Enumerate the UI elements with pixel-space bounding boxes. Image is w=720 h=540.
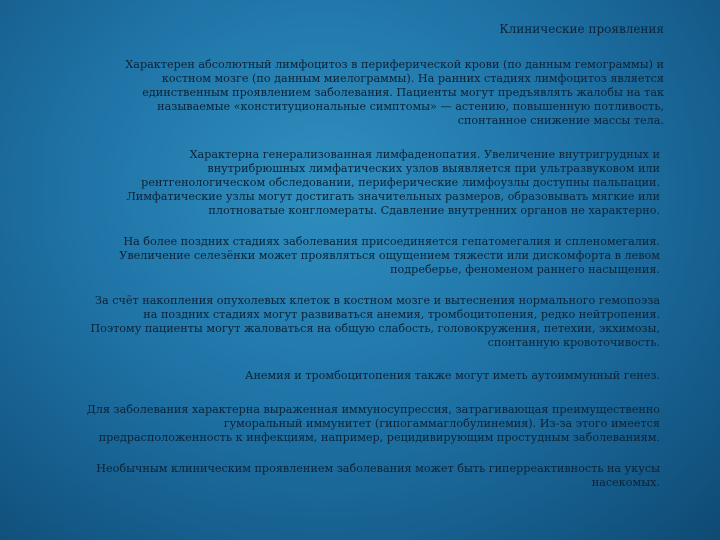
text-line: спонтанное снижение массы тела. (457, 114, 664, 127)
paragraph-immunosuppression (36, 403, 660, 445)
text-line: На более поздних стадиях заболевания присоединяется гепатомегалия и спленомегалия. (123, 235, 660, 248)
text-line: Поэтому пациенты могут жаловаться на общую слабость, головокружения, петехии, экхимозы, (90, 322, 660, 335)
slide-title: Клинические проявления (499, 22, 664, 36)
text-line: Анемия и тромбоцитопения также могут иметь аутоиммунный генез. (244, 369, 660, 382)
paragraph-cytopenias (36, 294, 660, 350)
paragraph-insect-bites (36, 462, 660, 490)
paragraph-autoimmune (60, 369, 660, 383)
paragraph-lymphocytosis (60, 58, 664, 128)
paragraph-lymphadenopathy (60, 148, 660, 218)
text-line: спонтанную кровоточивость. (487, 336, 660, 349)
text-line: на поздних стадиях могут развиваться анемия, тромбоцитопения, редко нейтропения. (143, 308, 660, 321)
text-line: внутрибрюшных лимфатических узлов выявляется при ультразвуковом или (207, 162, 660, 175)
text-line: костном мозге (по данным миелограммы). На ранних стадиях лимфоцитоз является (161, 72, 664, 85)
text-line: предрасположенность к инфекциям, например, рецидивирующим простудным заболеваниям. (98, 431, 660, 444)
text-line: насекомых. (591, 476, 660, 489)
text-line: гуморальный иммунитет (гипогаммаглобулинемия). Из-за этого имеется (223, 417, 660, 430)
text-line: Для заболевания характерна выраженная иммуносупрессия, затрагивающая преимущественно (86, 403, 660, 416)
text-line: подреберье, феноменом раннего насыщения. (390, 263, 660, 276)
text-line: Необычным клиническим проявлением заболевания может быть гиперреактивность на укусы (96, 462, 660, 475)
text-line: единственным проявлением заболевания. Пациенты могут предъявлять жалобы на так (142, 86, 664, 99)
text-line: Характерна генерализованная лимфаденопатия. Увеличение внутригрудных и (189, 148, 660, 161)
text-line: рентгенологическом обследовании, периферические лимфоузлы доступны пальпации. (141, 176, 660, 189)
paragraph-hepatosplenomegaly (60, 235, 660, 277)
text-line: Увеличение селезёнки может проявляться ощущением тяжести или дискомфорта в левом (119, 249, 660, 262)
text-line: плотноватые конгломераты. Сдавление внутренних органов не характерно. (208, 204, 660, 217)
text-line: называемые «конституциональные симптомы» — астению, повышенную потливость, (157, 100, 664, 113)
text-line: За счёт накопления опухолевых клеток в костном мозге и вытеснения нормального гемопоэза (95, 294, 660, 307)
text-line: Лимфатические узлы могут достигать значительных размеров, образовывать мягкие или (126, 190, 660, 203)
text-line: Характерен абсолютный лимфоцитоз в периферической крови (по данным гемограммы) и (125, 58, 664, 71)
